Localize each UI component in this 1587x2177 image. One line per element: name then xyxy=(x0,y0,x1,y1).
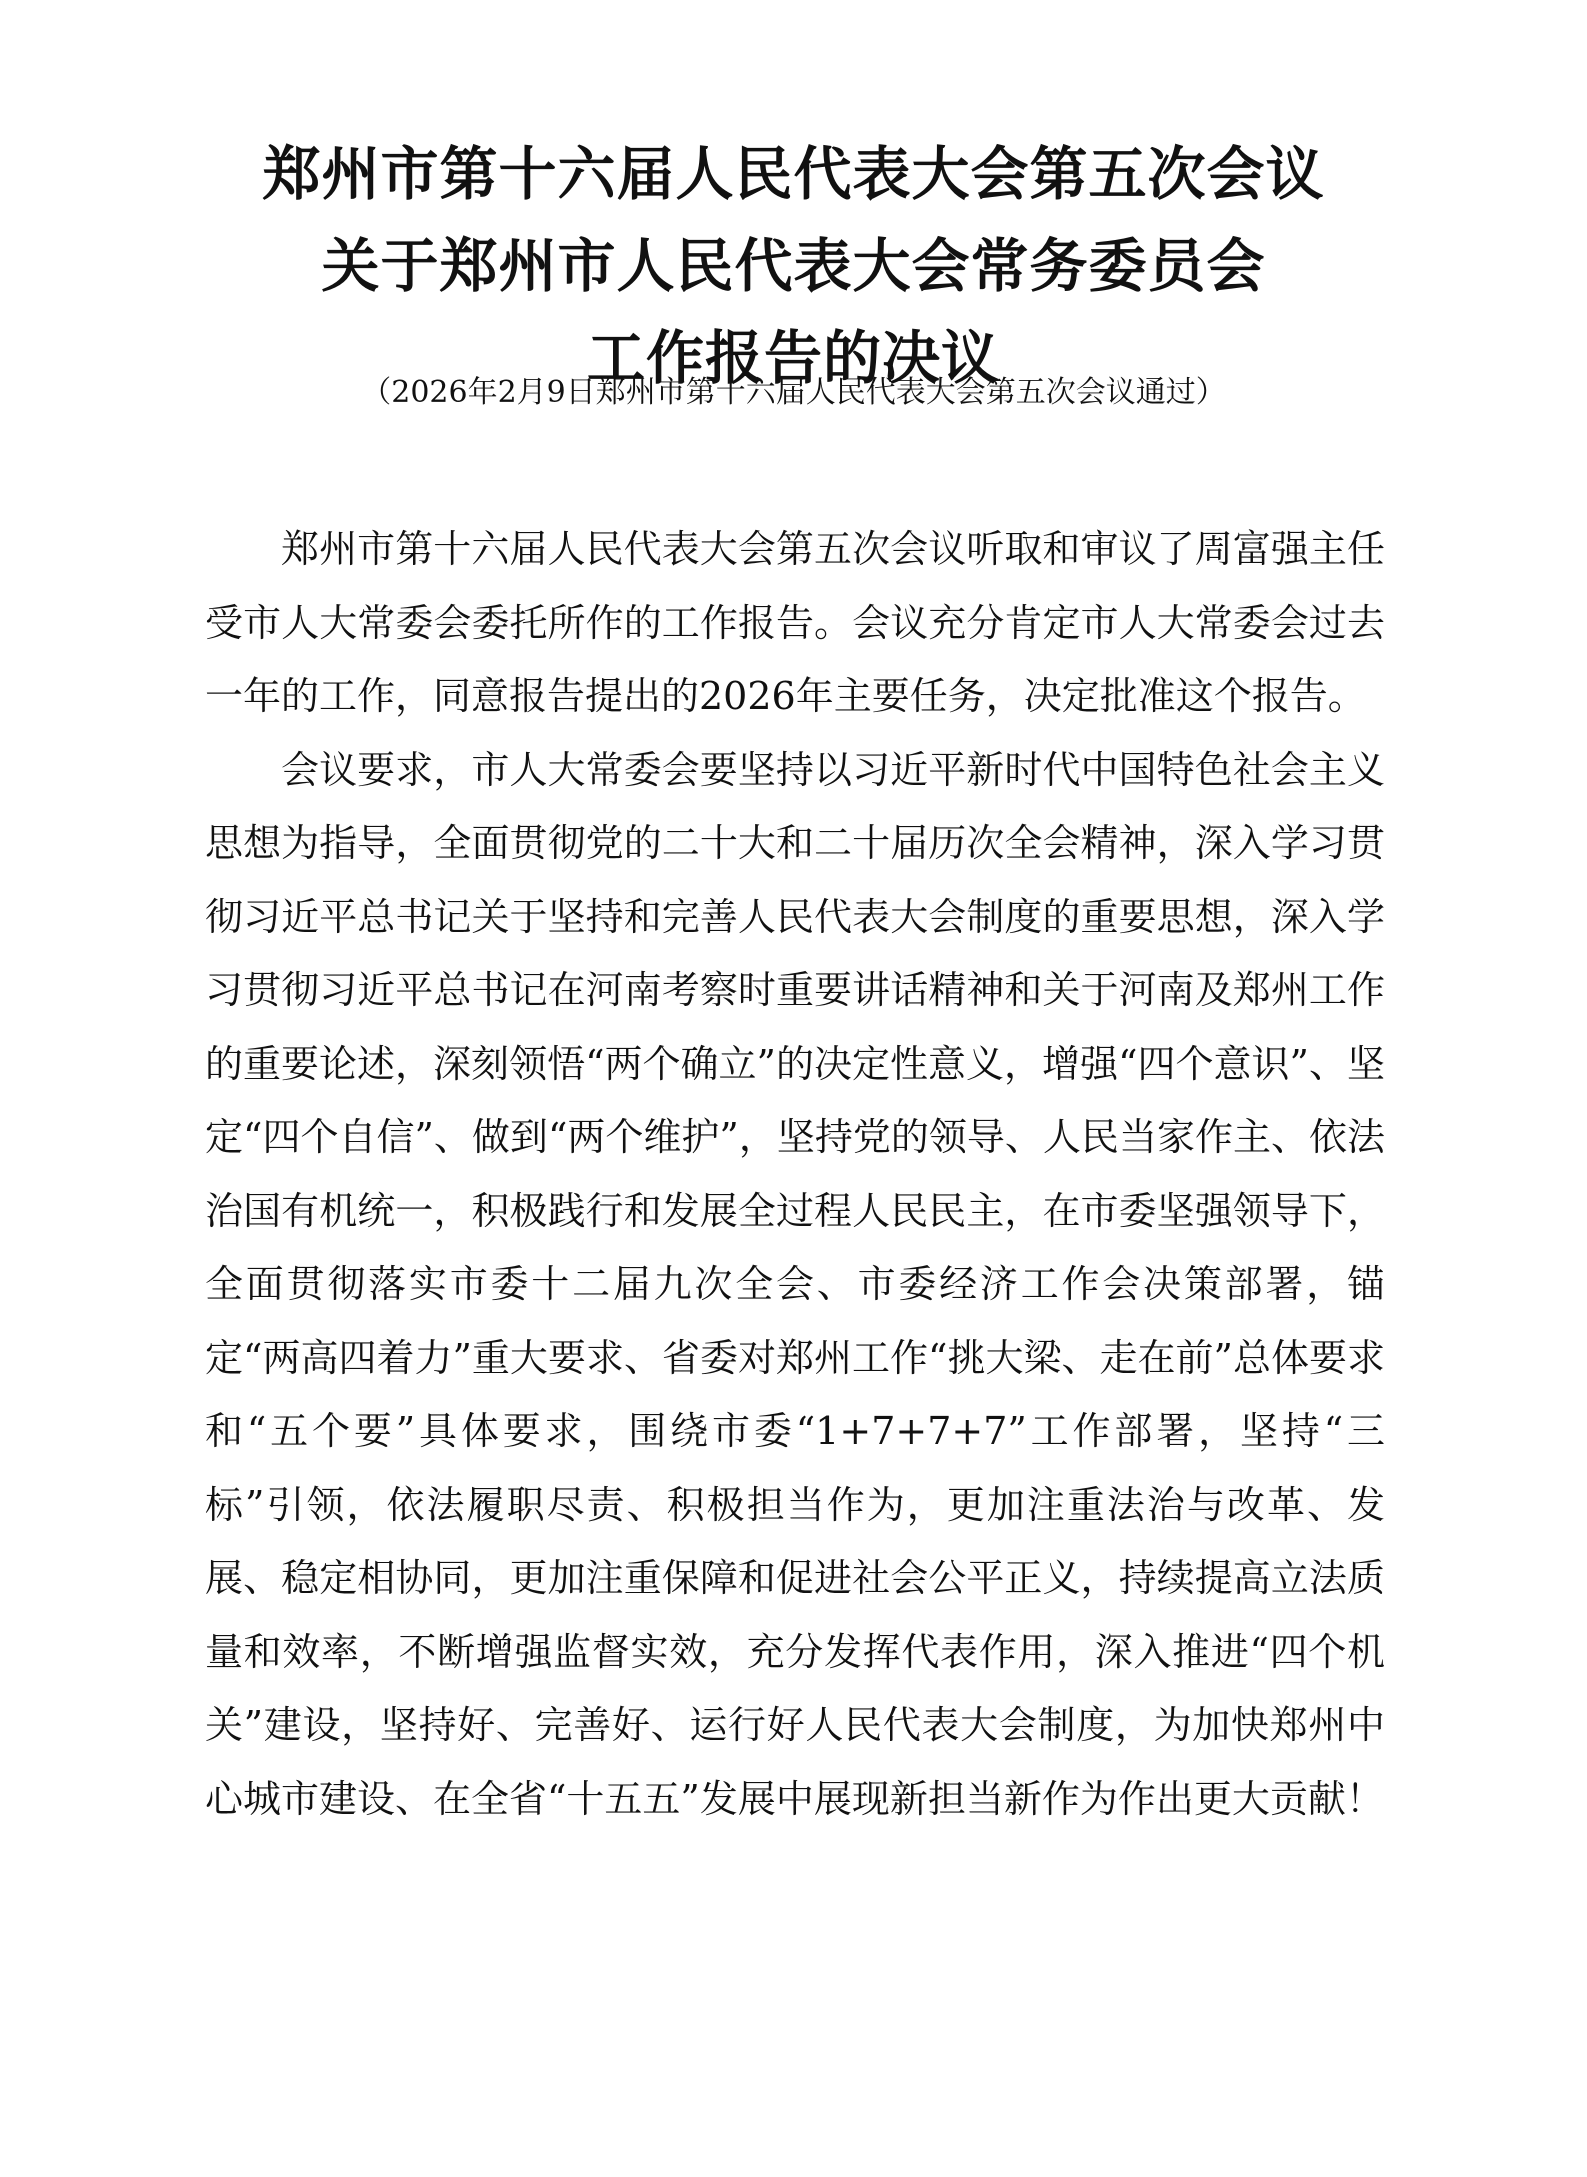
document-title xyxy=(0,128,1587,404)
body-paragraph-1: 郑州市第十六届人民代表大会第五次会议听取和审议了周富强主任受市人大常委会委托所作的工作报告。会议充分肯定市人大常委会过去一年的工作，同意报告提出的2026年主要任务，决定批准这个报告。 xyxy=(205,527,1385,718)
title-line-2: 关于郑州市人民代表大会常务委员会 xyxy=(321,232,1266,300)
title-line-1: 郑州市第十六届人民代表大会第五次会议 xyxy=(262,140,1325,208)
body-paragraph-2: 会议要求，市人大常委会要坚持以习近平新时代中国特色社会主义思想为指导，全面贯彻党的二十大和二十届历次全会精神，深入学习贯彻习近平总书记关于坚持和完善人民代表大会制度的重要思想，深入学习贯彻习近平总书记在河南考察时重要讲话精神和关于河南及郑州工作的重要论述，深刻领悟“两个确立”的决定性意义，增强“四个意识”、坚定“四个自信”、做到“两个维护”，坚持党的领导、人民当家作主、依法治国有机统一，积极践行和发展全过程人民民主，在市委坚强领导下，全面贯彻落实市委十二届九次全会、市委经济工作会决策部署，锚定“两高四着力”重大要求、省委对郑州工作“挑大梁、走在前”总体要求和“五个要”具体要求，围绕市委“1+7+7+7”工作部署，坚持“三标”引领，依法履职尽责、积极担当作为，更加注重法治与改革、发展、稳定相协同，更加注重保障和促进社会公平正义，持续提高立法质量和效率，不断增强监督实效，充分发挥代表作用，深入推进“四个机关”建设，坚持好、完善好、运行好人民代表大会制度，为加快郑州中心城市建设、在全省“十五五”发展中展现新担当新作为作出更大贡献！ xyxy=(205,747,1385,1821)
title-line-3: 工作报告的决议 xyxy=(586,324,1000,392)
document-body xyxy=(205,513,1385,1836)
document-subtitle: （2026年2月9日郑州市第十六届人民代表大会第五次会议通过） xyxy=(361,375,1226,410)
